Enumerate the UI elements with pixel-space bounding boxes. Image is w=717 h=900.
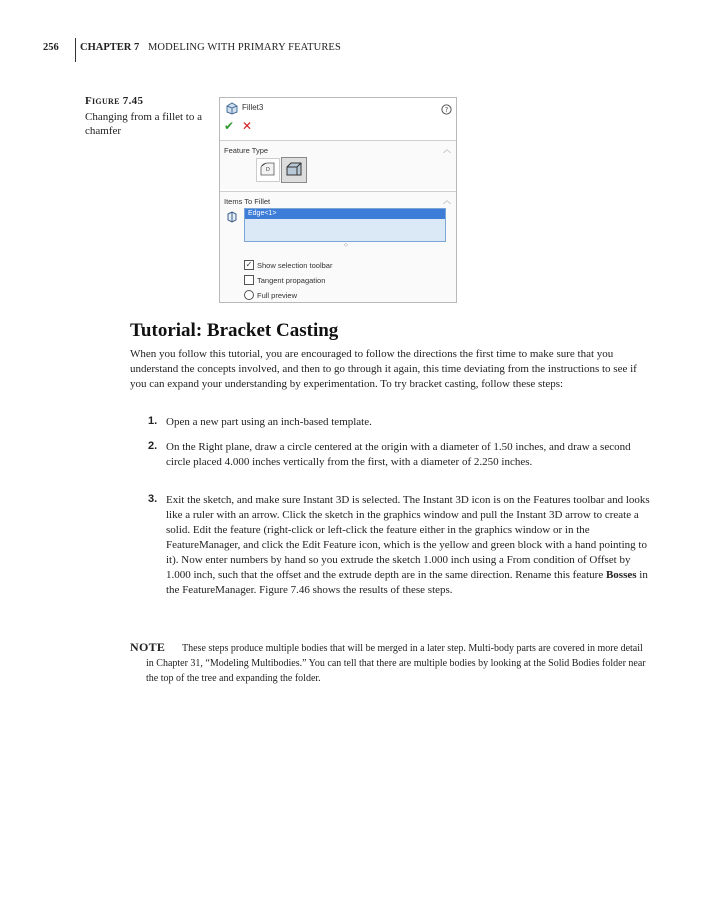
option-label: Show selection toolbar xyxy=(257,260,333,270)
note-text: These steps produce multiple bodies that will be merged in a later step. Multi-body parts are covered in more detail in Chapter 31, “Modeling Multibodies.” You can tell that there are multiple bodies by looking at the Solid Bodies folder near the top of the tree and expanding the folder. xyxy=(146,643,646,684)
step-number: 2. xyxy=(148,440,158,452)
section-title: Tutorial: Bracket Casting xyxy=(130,320,339,341)
option-label: Tangent propagation xyxy=(257,275,326,285)
option-label: Full preview xyxy=(257,290,298,300)
figure-caption: Changing from a fillet to a chamfer xyxy=(85,111,202,137)
step-text: Open a new part using an inch-based template. xyxy=(166,416,372,428)
step-number: 1. xyxy=(148,415,158,427)
edge-selection-list[interactable] xyxy=(244,208,446,242)
tangent-propagation-option[interactable] xyxy=(244,275,325,285)
chamfer-type-icon xyxy=(282,158,306,182)
items-to-fillet-group xyxy=(220,191,456,302)
step-text-part: in the FeatureManager. Figure 7.46 shows the results of these steps. xyxy=(166,569,648,596)
feature-name-bold: Bosses xyxy=(605,569,637,581)
chamfer-type-button[interactable] xyxy=(281,157,307,183)
selected-edge-item[interactable]: Edge<1> xyxy=(245,209,445,219)
intro-paragraph: When you follow this tutorial, you are encouraged to follow the directions the first time to make sure that you understand the concepts involved, and then to go through it again, this time deviating from the instructions to see if you can expand your understanding by experimentation. To try bracket casting, follow these steps: xyxy=(130,348,637,390)
feature-type-title: Feature Type xyxy=(224,146,269,155)
ok-check-icon[interactable]: ✔ xyxy=(224,119,235,133)
show-selection-toolbar-option[interactable] xyxy=(244,260,332,270)
panel-header xyxy=(220,98,456,138)
svg-text:D: D xyxy=(266,167,270,173)
fillet-type-icon xyxy=(257,159,279,181)
page-number: 256 xyxy=(43,42,59,53)
figure-label: Figure 7.45 xyxy=(85,95,144,107)
fillet-type-button[interactable] xyxy=(256,158,280,182)
step-number: 3. xyxy=(148,493,158,505)
items-to-fillet-title: Items To Fillet xyxy=(224,197,271,206)
full-preview-option[interactable] xyxy=(244,290,297,300)
help-icon[interactable] xyxy=(441,102,452,120)
step-text: On the Right plane, draw a circle centered at the origin with a diameter of 1.50 inches, and draw a second circle placed 4.000 inches vertically from the first, with a diameter of 2.250 inches. xyxy=(166,441,631,468)
panel-title: Fillet3 xyxy=(242,103,264,112)
fillet-property-manager xyxy=(219,97,457,303)
step-text xyxy=(166,493,654,598)
chapter-label: CHAPTER 7 xyxy=(80,42,140,53)
svg-text:?: ? xyxy=(444,106,449,115)
header-rule xyxy=(75,38,76,62)
radio-icon[interactable] xyxy=(244,290,254,300)
fillet-feature-icon xyxy=(225,102,239,120)
feature-type-group xyxy=(220,140,456,189)
chapter-title: MODELING WITH PRIMARY FEATURES xyxy=(148,42,341,53)
checkbox-icon[interactable] xyxy=(244,275,254,285)
collapse-chevron-icon[interactable]: ︿ xyxy=(443,145,451,154)
step-text-part: Exit the sketch, and make sure Instant 3D is selected. The Instant 3D icon is on the Features toolbar and looks like a ruler with an arrow. Click the sketch in the graphics window and pull the Instant 3D arrow to create a solid. Edit the feature (right-click or left-click the feature either in the graphics window or in the FeatureManager, and click the Edit Feature icon, which is the yellow and green block with a hand pointing to it). Now enter numbers by hand so you extrude the sketch 1.000 inch using a From condition of Offset by 1.000 inch, such that the offset and the extrude depth are in the same direction. Rename this feature xyxy=(166,494,650,581)
collapse-chevron-icon[interactable]: ︿ xyxy=(443,196,451,205)
edge-selection-icon xyxy=(226,210,238,228)
list-resize-grip-icon[interactable]: ◇ xyxy=(344,242,348,248)
note-label: NOTE xyxy=(130,640,166,654)
checkbox-checked-icon[interactable]: ✓ xyxy=(245,260,253,269)
cancel-x-icon[interactable]: ✕ xyxy=(242,119,253,133)
